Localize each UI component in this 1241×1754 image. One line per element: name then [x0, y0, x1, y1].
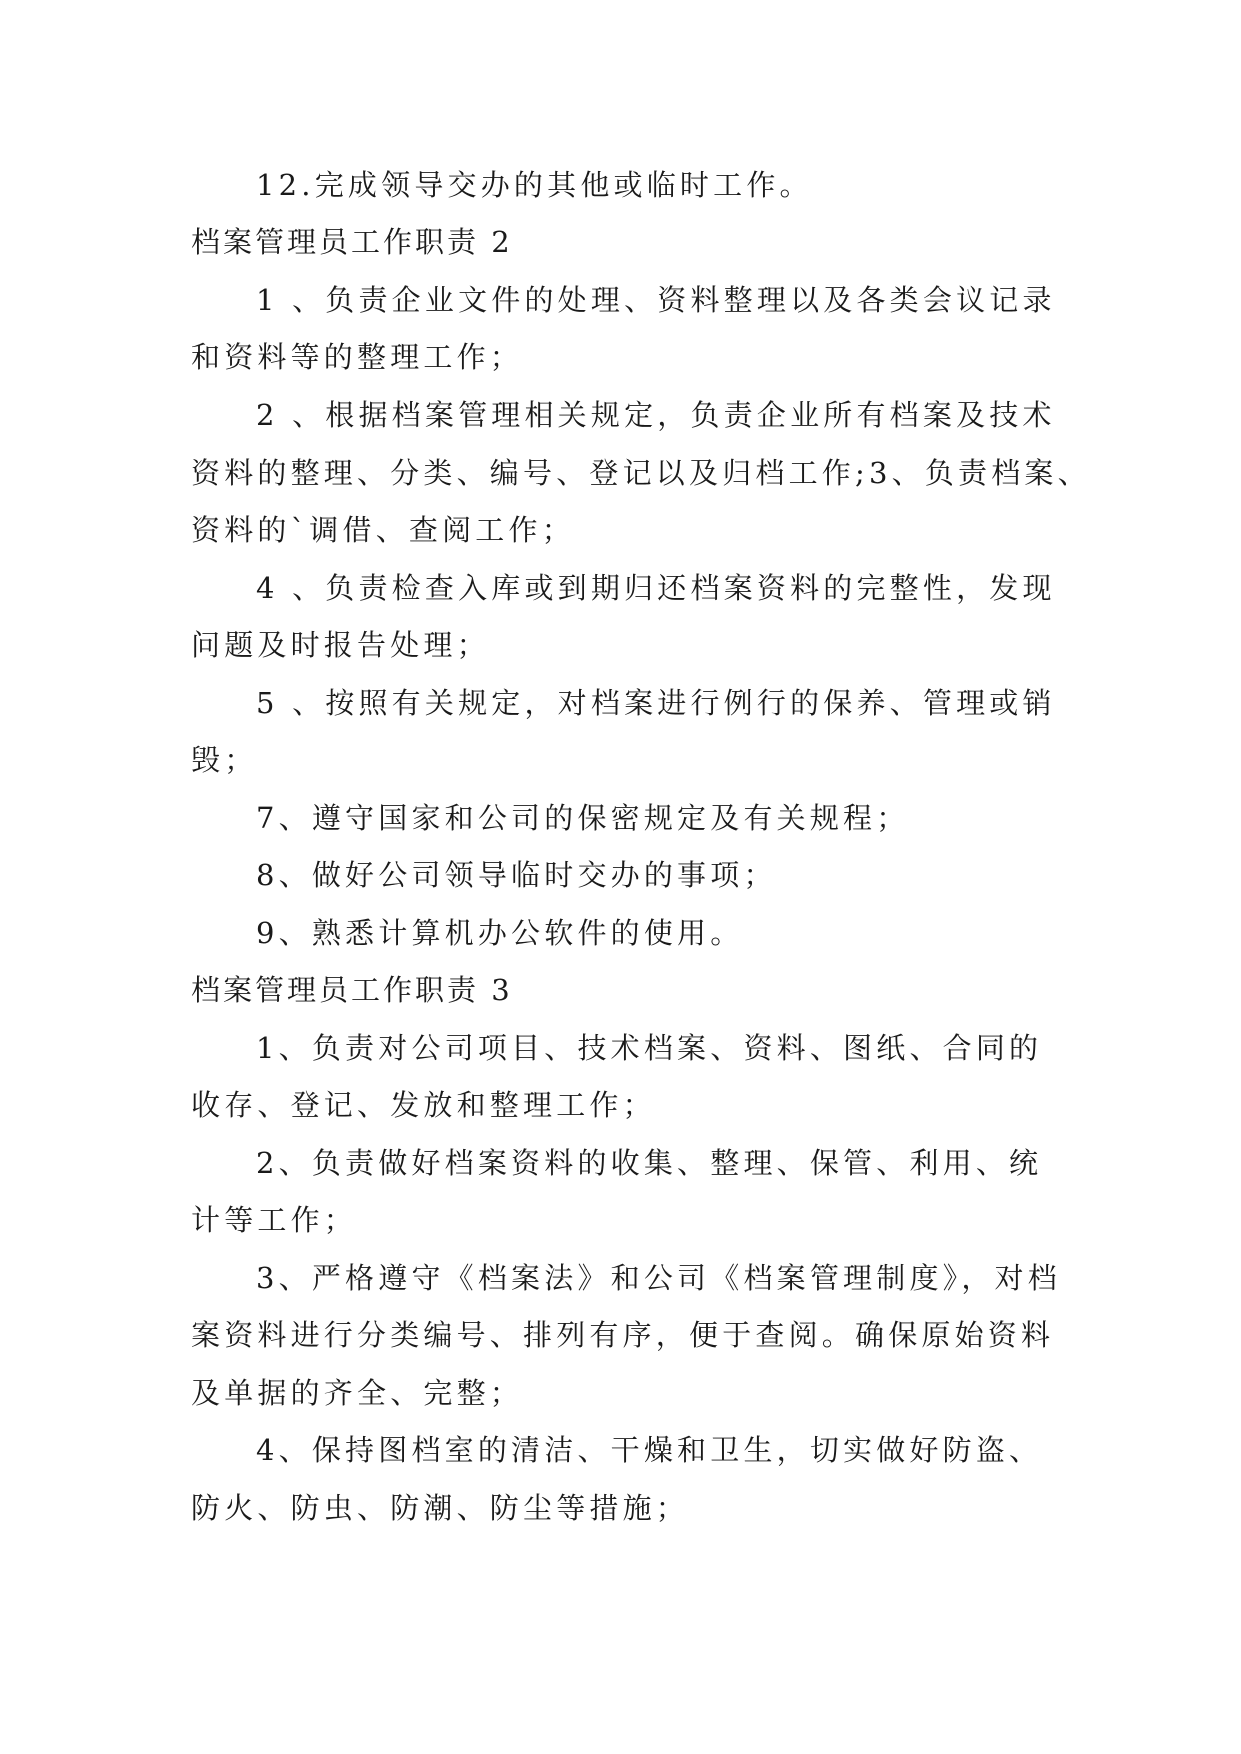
text-line: 8、做好公司领导临时交办的事项； [256, 858, 777, 892]
section-heading: 档案管理员工作职责 3 [191, 973, 513, 1007]
text-line: 问题及时报告处理； [191, 628, 490, 662]
text-line: 3、严格遵守《档案法》和公司《档案管理制度》，对档 [256, 1261, 1061, 1295]
text-line: 计等工作； [191, 1203, 358, 1237]
text-line: 2、负责做好档案资料的收集、整理、保管、利用、统 [256, 1146, 1043, 1180]
text-line: 收存、登记、发放和整理工作； [191, 1088, 656, 1122]
text-line: 资料的整理、分类、编号、登记以及归档工作;3、负责档案、 [191, 456, 1091, 490]
text-line: 防火、防虫、防潮、防尘等措施； [191, 1491, 690, 1525]
text-line: 1 、负责企业文件的处理、资料整理以及各类会议记录 [256, 283, 1056, 317]
text-line: 和资料等的整理工作； [191, 340, 524, 374]
text-line: 12.完成领导交办的其他或临时工作。 [256, 168, 813, 202]
text-line: 案资料进行分类编号、排列有序，便于查阅。确保原始资料 [191, 1318, 1055, 1352]
text-line: 毁； [191, 743, 258, 777]
text-line: 2 、根据档案管理相关规定，负责企业所有档案及技术 [256, 398, 1056, 432]
text-line: 资料的`调借、查阅工作； [191, 513, 575, 547]
section-heading: 档案管理员工作职责 2 [191, 225, 513, 259]
text-line: 5 、按照有关规定，对档案进行例行的保养、管理或销 [256, 686, 1056, 720]
text-line: 4 、负责检查入库或到期归还档案资料的完整性，发现 [256, 571, 1056, 605]
text-line: 4、保持图档室的清洁、干燥和卫生，切实做好防盗、 [256, 1433, 1043, 1467]
text-line: 9、熟悉计算机办公软件的使用。 [256, 916, 744, 950]
text-line: 1、负责对公司项目、技术档案、资料、图纸、合同的 [256, 1031, 1043, 1065]
text-line: 7、遵守国家和公司的保密规定及有关规程； [256, 801, 910, 835]
text-line: 及单据的齐全、完整； [191, 1376, 524, 1410]
